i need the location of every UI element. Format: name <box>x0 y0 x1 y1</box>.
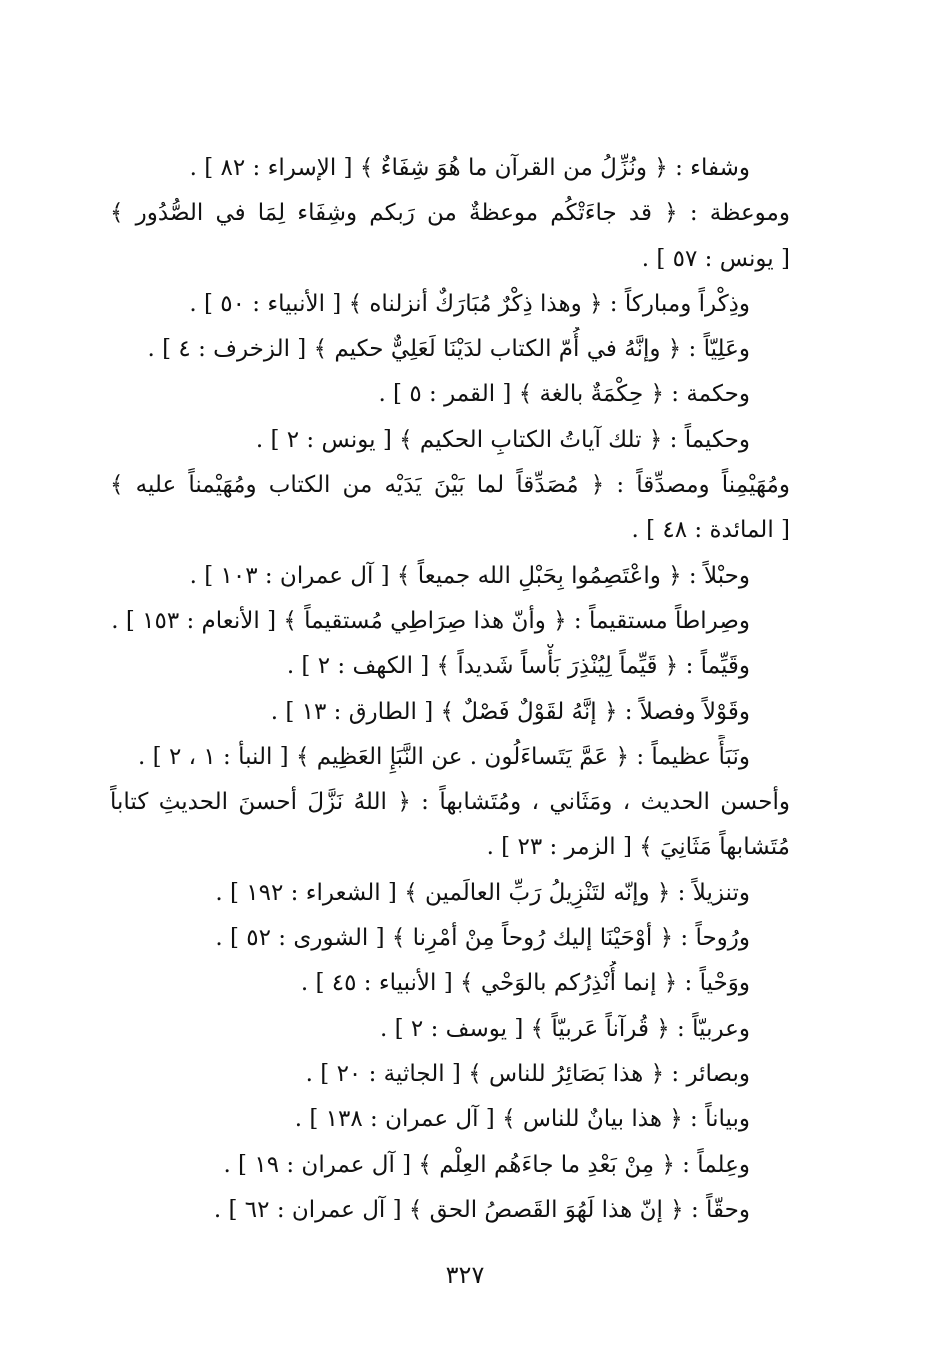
text-line: وعربيّاً : ﴿ قُرآناً عَربيّاً ﴾ [ يوسف : ٢ ] . <box>380 1015 750 1042</box>
text-line: وبياناً : ﴿ هذا بيانٌ للناس ﴾ [ آل عمران : ١٣٨ ] . <box>294 1106 750 1133</box>
text-line: وموعظة : ﴿ قد جاءَتْكُم موعظةٌ من رَبكم وشِفَاء لِمَا في الصُّدُور ﴾ <box>110 200 790 227</box>
text-line: وحقّاً : ﴿ إنّ هذا لَهُوَ القَصصُ الحق ﴾ [ آل عمران : ٦٢ ] . <box>213 1196 750 1223</box>
text-line: وحبْلاً : ﴿ واعْتَصِمُوا بِحَبْلِ الله جميعاً ﴾ [ آل عمران : ١٠٣ ] . <box>189 562 750 589</box>
page-number: ٣٢٧ <box>445 1261 485 1289</box>
text-line: وذِكْراً ومباركاً : ﴿ وهذا ذِكْرٌ مُبَارَكٌ أنزلناه ﴾ [ الأنبياء : ٥٠ ] . <box>189 290 750 317</box>
text-line: وحكيماً : ﴿ تلك آياتُ الكتابِ الحكيم ﴾ [ يونس : ٢ ] . <box>255 426 750 453</box>
text-line: [ المائدة : ٤٨ ] . <box>631 517 790 544</box>
text-line: ورُوحاً : ﴿ أوْحَيْنَا إليك رُوحاً مِنْ أمْرِنا ﴾ [ الشورى : ٥٢ ] . <box>215 925 750 952</box>
text-line: وعِلماً : ﴿ مِنْ بَعْدِ ما جاءَهُم العِلْم ﴾ [ آل عمران : ١٩ ] . <box>223 1151 750 1178</box>
text-line: وشفاء : ﴿ ونُزِّلُ من القرآن ما هُوَ شِفَاءٌ ﴾ [ الإسراء : ٨٢ ] . <box>189 155 750 181</box>
text-line: [ يونس : ٥٧ ] . <box>641 245 790 272</box>
text-line: ووَحْياً : ﴿ إنما أُنْذِرُكم بالوَحْي ﴾ [ الأنبياء : ٤٥ ] . <box>300 970 750 997</box>
text-line: ونَبَأً عظيماً : ﴿ عَمَّ يَتَساءَلُون . عن النَّبَإِ العَظِيم ﴾ [ النبأ : ١ ، ٢ ] . <box>138 743 750 770</box>
text-line: وحكمة : ﴿ حِكْمَةٌ بالغة ﴾ [ القمر : ٥ ] . <box>378 381 750 408</box>
text-line: وأحسن الحديث ، ومَثَاني ، ومُتَشابهاً : ﴿ اللهُ نَزَّلَ أحسنَ الحديثِ كتاباً <box>110 789 790 816</box>
text-line: وقَيِّماً : ﴿ قَيِّماً لِيُنْذِرَ بَأْساً شَديداً ﴾ [ الكهف : ٢ ] . <box>286 653 750 680</box>
text-line: مُتَشابهاً مَثَانِيَ ﴾ [ الزمر : ٢٣ ] . <box>486 834 790 861</box>
text-line: وصِراطاً مستقيماً : ﴿ وأنّ هذا صِرَاطِي مُستقيماً ﴾ [ الأنعام : ١٥٣ ] . <box>111 607 750 634</box>
text-body <box>110 146 790 1233</box>
text-line: ومُهَيْمِناً ومصدِّقاً : ﴿ مُصَدِّقاً لما بَيْنَ يَدَيْه من الكتاب ومُهَيْمناً عليه ﴾ <box>110 472 790 499</box>
text-line: وقَوْلاً وفصلاً : ﴿ إنَّهُ لقَوْلٌ فَصْلٌ ﴾ [ الطارق : ١٣ ] . <box>270 698 750 725</box>
text-line: وعَلِيّاً : ﴿ وإنَّهُ في أُمّ الكتاب لدَيْنَا لَعَلِيٌّ حكيم ﴾ [ الزخرف : ٤ ] . <box>147 336 750 363</box>
text-line: وتنزيلاً : ﴿ وإنّه لتَنْزِيلُ رَبِّ العالَمين ﴾ [ الشعراء : ١٩٢ ] . <box>215 879 750 906</box>
text-line: وبصائر : ﴿ هذا بَصَائِرُ للناس ﴾ [ الجاثية : ٢٠ ] . <box>305 1060 750 1087</box>
